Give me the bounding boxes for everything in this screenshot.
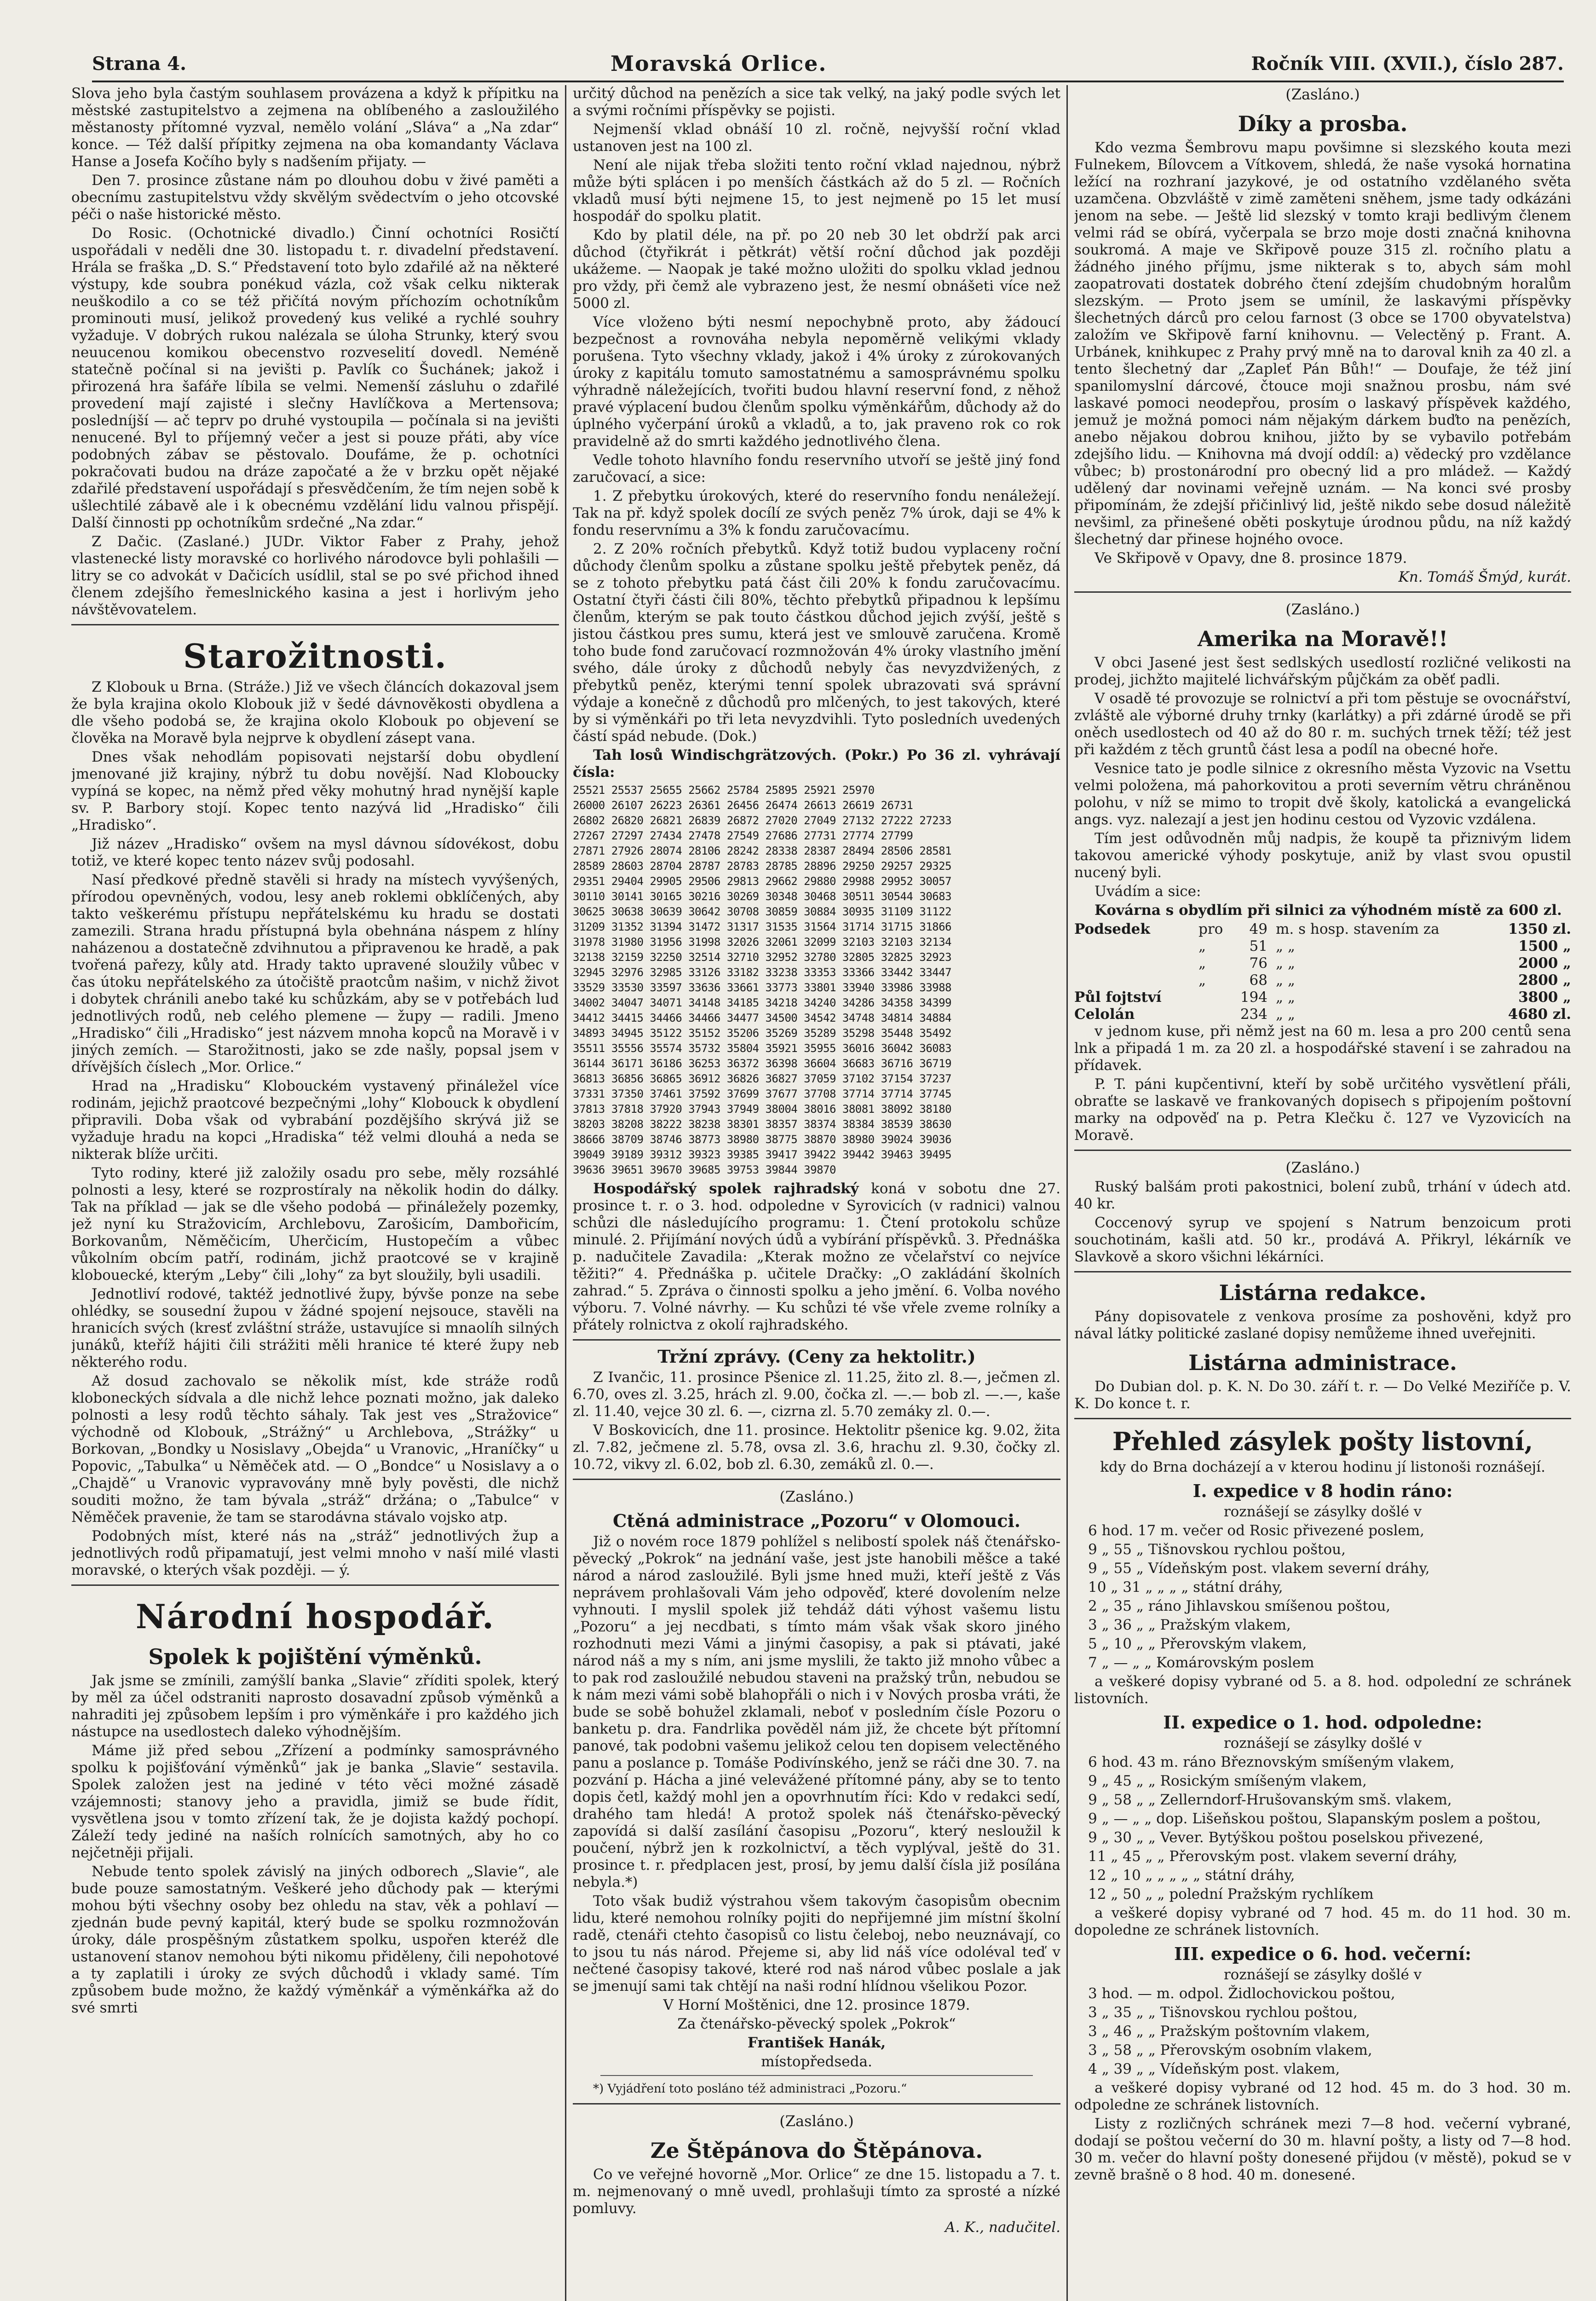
property-pre: „ xyxy=(1198,972,1206,989)
exp-end: a veškeré dopisy vybrané od 7 hod. 45 m. do 11 hod. 30 m. dopoledne ze schránek listovních. xyxy=(1074,1905,1571,1938)
ad-coccenovy-syrup: Coccenový syrup ve spojení s Natrum benzoicum proti souchotinám, kašli atd. 50 kr., prodává A. Přikryl, lékárník ve Slavkově a skoro všichni lékárníci. xyxy=(1074,1214,1571,1265)
article-text: Nejmenší vklad obnáší 10 zl. ročně, nejvyšší roční vklad ustanoven jest na 100 zl. xyxy=(573,121,1060,155)
heading-prehled: Přehled zásylek pošty listovní, xyxy=(1112,1427,1533,1456)
property-row xyxy=(1074,1006,1571,1023)
mail-schedule-row: 12 „ 10 „ „ „ „ „ státní dráhy, xyxy=(1088,1867,1295,1884)
article-text: Uvádím a sice: xyxy=(1095,883,1201,900)
article-text: Z Klobouk u Brna. (Stráže.) Již ve všech článcích dokazoval jsem že byla krajina okolo Klobouk již v šedé dávnověkosti obydlena a dle všeho podobá se, že krajina okolo Klobouk po objevení se člověka na Moravě byla nejprve k obydlení zásept vana. xyxy=(71,679,559,746)
section-rule xyxy=(71,624,559,625)
property-price: 4680 zl. xyxy=(1508,1006,1571,1023)
mail-schedule-row: 10 „ 31 „ „ „ „ státní dráhy, xyxy=(1088,1579,1283,1596)
article-text: Kdo vezma Šembrovu mapu povšimne si slezského kouta mezi Fulnekem, Bílovcem a Vítkovem, shledá, že naše vysoká hornatina ležící na rozhraní jazykové, je od ostatního vzdělaného světa uzamčena. Obzvláště v zimě zaměteni sněhem, jsme tady odkázáni jenom na sebe. — Ještě lid slezský v tomto kraji bedlivým členem velmi rád se obírá, vyčerpala se brzo moje dosti značná knihovna soukromá. A maje ve Skřipově pouze 315 zl. ročního platu a žádného jiného příjmu, jsme nikterak s to, abych sám mohl zaopatrovati dostatek dobrého čtení zdejším chudobným horalům slezským. — Proto jsem se umínil, že laskavými příspěvky šlechetných dárců pro celou farnost (3 obce se 1700 obyvatelstva) založím ve Skřipově farní knihovnu. — Velectěný p. Frant. A. Urbánek, knihkupec z Prahy prvý mně na to daroval knih za 40 zl. a tento šlechetný dar „Zapleť Pán Bůh!“ — Doufaje, že též jiní spanilomyslní dárcové, čtouce moji snažnou prosbu, nám své laskavé pomoci neodepřou, prosím o laskavý příspěvek každého, jemuž je možná pomoci nám nějakým dárkem buďto na penězích, anebo nějakou dobrou knihou, jižto by se vybavilo potřebám zdejšího lidu. — Knihovna má dvojí oddíl: a) vědecký pro vzdělance vůbec; b) prostonárodní pro obecný lid a pro mládež. — Každý udělený dar novinami veřejně uznám. — Na konci své prosby připomínám, že zdejší přičinlivý lid, ještě nikdo sebe dosud náležitě nevšiml, za přinešené oběti poskytuje úrodnou půdu, na níž každý šlechetný dar přinese hojného ovoce. xyxy=(1074,139,1571,548)
column-3 xyxy=(1074,85,1571,2301)
mail-schedule-row: 9 „ 45 „ „ Rosickým smíšeným vlakem, xyxy=(1088,1773,1367,1789)
issue-info: Ročník VIII. (XVII.), číslo 287. xyxy=(1251,52,1564,75)
article-text: Více vloženo býti nesmí nepochybně proto, aby žádoucí bezpečnost a rovnováha nebyla nepoměrně velikými vklady porušena. Tyto všechny vklady, jakož i 4% úroky z zúrokovaných úroky z kapitálu tomuto samostatnému a samosprávnému spolku výhradně náležejících, tvořiti budou hlavní reservní fond, z něhož pravé výplacení budou členům spolku výměnkářům, důchody až do úplného vyčerpání úroků a vkladů, a to, jak praveno rok co rok pravidelně až do smrti každého jednotlivého člena. xyxy=(573,314,1060,450)
exp-sub: roznášejí se zásylky došlé v xyxy=(1223,1735,1422,1752)
mail-schedule-row: 9 „ 58 „ „ Zellerndorf-Hrušovanským smš. vlakem, xyxy=(1088,1792,1452,1808)
property-size: 234 xyxy=(1240,1006,1268,1023)
mail-schedule-row: 9 „ — „ „ dop. Lišeňskou poštou, Slapanským poslem a poštou, xyxy=(1088,1810,1541,1827)
article-text: Nasí předkové předně stavěli si hrady na místech vyvýšených, přírodou opevněných, vodou, lesy aneb roklemi obklíčených, aby takto veškerému přístupu nepřátelskému ku hradu se dostati zamezili. Strana hradu přístupná byla obehnána náspem z hlíny naházenou a dostatečně zdvihnutou a připravenou ke hradě, a pak tvořená pařezy, kůly atd. Hrady takto upravené sloužily vůbec v čas útoku nepřátelského za útočiště praotcům našim, v nichž život i dobytek chránili anebo také ku schůzkám, aby se v potřebách lud jednotlivých rodů, neb celého plemene — župy — radili. Jmeno „Hradisko“ čili „Hradisko“ jest názvem mnoha kopců na Moravě i v jiných zemích. — Starožitnosti, jako se zde našly, popsal jsem v dřívějších číslech „Mor. Orlice.“ xyxy=(71,872,559,1075)
article-text: Máme již před sebou „Zřízení a podmínky samosprávného spolku k pojišťování výměnků“ jak je banka „Slavie“ sestavila. Spolek založen jest na jediné v této věci možné zásadě vzájemnosti; stanovy jeho a pravidla, jimiž se bude řídit, vysvětlena jsou v tomto zřízení tak, že je dojista každý pochopí. Záleží tedy jediné na naších rolnících samotných, aby ho co nejčetněji přijali. xyxy=(71,1742,559,1861)
heading-ze-stepanova: Ze Štěpánova do Štěpánova. xyxy=(650,2138,983,2163)
section-heading-narodni-hospodar: Národní hospodář. xyxy=(135,1597,495,1636)
article-text: Podobných míst, které nás na „stráž“ jednotlivých žup a jednotlivých rodů připamatují, jest velmi mnoho v naší milé vlasti moravské, o kterých však později. — ý. xyxy=(71,1528,559,1578)
mail-schedule-row: 9 „ 55 „ Tišnovskou rychlou poštou, xyxy=(1088,1541,1346,1558)
exp1-list xyxy=(1074,1522,1571,1671)
article-text: Jak jsme se zmínili, zamýšlí banka „Slavie“ zříditi spolek, který by měl za účel odstraniti naprosto dosavadní způsob výměnků a nahraditi jej způsobem lepším i pro výměnkáře i pro každého jich nástupce na usedlostech daleko výhodnějším. xyxy=(71,1672,559,1740)
header-rule xyxy=(92,81,1564,82)
property-row xyxy=(1074,989,1571,1006)
mail-schedule-row: 9 „ 55 „ Vídeňským post. vlakem severní dráhy, xyxy=(1088,1560,1430,1577)
exp2-list xyxy=(1074,1754,1571,1903)
mail-schedule-row: 3 hod. — m. odpol. Židlochovickou poštou, xyxy=(1088,1985,1395,2002)
article-text: Pány dopisovatele z venkova prosíme za poshověni, když pro nával látky politické zaslané dopisy nemůžeme ihned uveřejniti. xyxy=(1074,1308,1571,1342)
article-text: Do Dubian dol. p. K. N. Do 30. září t. r. — Do Velké Meziříče p. V. K. Do konce t. r. xyxy=(1074,1378,1571,1412)
footnote-rule xyxy=(600,2075,1033,2076)
schranky-note: Listy z rozličných schránek mezi 7—8 hod. večerní vybrané, dodají se poštou večerní do 30 m. hlavní pošty, a listy od 7—8 hod. 30 m. večer do hlavní pošty donesené přijdou (v městě), pokud se v zevně brašně o 8 hod. 40 m. donesené. xyxy=(1074,2116,1571,2183)
mail-schedule-row: 3 „ 35 „ „ Tišnovskou rychlou poštou, xyxy=(1088,2004,1358,2021)
property-price: 1350 zl. xyxy=(1508,921,1571,937)
article-text: Co ve veřejné hovorně „Mor. Orlice“ ze dne 15. listopadu a 7. t. m. nejmenovaný o mně uvedl, prohlašuji tímto za sprosté a nízké pomluvy. xyxy=(573,2166,1060,2217)
article-text: Slova jeho byla častým souhlasem provázena a když k přípitku na městské zastupitelstvo a zejmena na oblíbeného a zasloužilého městanosty přítomné vyzval, nemělo volání „Sláva“ a „Na zdar“ konce. — Též další přípitky zejmena na oba komandanty Václava Hanse a Josefa Kočího byly s nadšením přijaty. — xyxy=(71,85,559,170)
section-rule xyxy=(1074,591,1571,593)
article-text: Hrad na „Hradisku“ Klobouckém vystavený přináležel více rodinám, jejichž praotcové bezpečnými „lohy“ Klobouck k obydlení připravili. Doba však od vybrabání pozdějšího skrývá již se vyžaduje hradu na kopci „Hradiska“ též velmi dlouhá a neda se nikterak blíže určiti. xyxy=(71,1078,559,1162)
subheading-spolek: Spolek k pojištění výměnků. xyxy=(148,1644,482,1669)
property-price: 2000 „ xyxy=(1518,955,1571,971)
mail-schedule-row: 2 „ 35 „ ráno Jihlavskou smíšenou poštou, xyxy=(1088,1598,1391,1614)
mail-schedule-row: 11 „ 45 „ „ Přerovským post. vlakem severní dráhy, xyxy=(1088,1848,1458,1865)
mail-schedule-row: 7 „ — „ „ Komárovským poslem xyxy=(1088,1654,1314,1671)
property-size: 49 xyxy=(1249,921,1268,937)
zaslano-label: (Zasláno.) xyxy=(779,1488,854,1505)
hosp-text: koná v sobotu dne 27. prosince t. r. o 3. hod. odpoledne v Syrovicích (v radnici) valnou schůzi dle následujícího programu: 1. Čtení protokolu schůze minulé. 2. Přijímání nových údů a vybírání příspěvků. 3. Přednáška p. nadučitele Zavadila: „Kterak možno ze včelařství co nejvíce těžiti?“ 4. Přednáška p. učitele Dračky: „O zakládání školních zahrad.“ 5. Zpráva o činnosti spolku a jeho jmění. 6. Volba nového výboru. 7. Volné návrhy. — Ku schůzi té vše vřele zveme rolníky a přátely rolnictva z okolí rajhradského. xyxy=(573,1180,1060,1333)
exp3-list xyxy=(1074,1985,1571,2078)
property-row xyxy=(1074,938,1571,955)
article-text: Toto však budiž výstrahou všem takovým časopisům obecnim lidu, které nemohou rolníky pojiti do nepřijemné jim místní školní radě, ctenáři ctehto časopisů co listu čeleboj, nebo neuznávají, co to jsou tu nás národ. Přejeme si, aby lid náš více odoléval teď v nečtené časopisy takové, které rod naš národ vůbec poslale a jak se jmenují sami tak chtějí na naši rodní hlídnou všelikou Pozor. xyxy=(573,1893,1060,1995)
signature: Kn. Tomáš Šmýd, kurát. xyxy=(1398,569,1571,585)
section-rule xyxy=(1074,1418,1571,1419)
article-text: V obci Jasené jest šest sedlských usedlostí rozličné velikosti na prodej, jichžto majitelé lichvářským půjčkám za oběť padli. xyxy=(1074,654,1571,688)
lottery-numbers: 25521 25537 25655 25662 25784 25895 25921 25970 26000 26107 26223 26361 26456 26474 26613 26619 26731 26802 26820 26821 26839 26872 27020 27049 27132 27222 27233 27267 27297 27434 27478 27549 27686 27731 27774 27799 27871 27926 28074 28106 28242 28338 28387 28494 28506 28581 28589 28603 28704 28787 28783 28785 28896 29250 29257 29325 29351 29404 29905 29506 29813 29662 29880 29988 29952 30057 30110 30141 30165 30216 30269 30348 30468 30511 30544 30683 30625 30638 30639 30642 30708 30859 30884 30935 31109 31122 31209 31352 31394 31472 31317 31535 31564 31714 31715 31866 31978 31980 31956 31998 32026 32061 32099 32103 32103 32134 32138 32159 32250 32514 32710 32952 32780 32805 32825 32923 32945 32976 32985 33126 33182 33238 33353 33366 33442 33447 33529 33530 33597 33636 33661 33773 33801 33940 33986 33988 34002 34047 34071 34148 34185 34218 34240 34286 34358 34399 34412 34415 34466 34466 34477 34500 34542 34748 34814 34884 34893 34945 35122 35152 35206 35269 35289 35298 35448 35492 35511 35556 35574 35732 35804 35921 35955 36016 36042 36083 36144 36171 36186 36253 36372 36398 36604 36683 36716 36719 36813 36856 36865 36912 36826 36827 37059 37102 37154 37237 37331 37350 37461 37592 37699 37677 37708 37714 37714 37745 37813 37818 37920 37943 37949 38004 38016 38081 38092 38180 38203 38208 38222 38238 38301 38357 38374 38384 38539 38630 38666 38709 38746 38773 38980 38775 38870 38980 39024 39036 39049 39189 39312 39323 39385 39417 39422 39442 39463 39495 39636 39651 39670 39685 39753 39844 39870 xyxy=(573,784,952,1176)
mail-schedule-row: 5 „ 10 „ „ Přerovským vlakem, xyxy=(1088,1636,1307,1652)
letter-signature: Za čtenářsko-pěvecký spolek „Pokrok“ xyxy=(677,2016,956,2032)
heading-exp1: I. expedice v 8 hodin ráno: xyxy=(1193,1480,1453,1501)
property-label xyxy=(1074,972,1198,989)
article-text: Vedle tohoto hlavního fondu reservního utvoří se ještě jiný fond zaručovací, a sice: xyxy=(573,452,1060,486)
article-text: Dnes však nehodlám popisovati nejstarší dobu obydlení jmenované již krajiny, nýbrž tu dobu novější. Nad Kloboucky vypíná se kopec, na němž před věky mohutný hrad nynější kaple sv. P. Barbory stojí. Kopec tento nazývá lid „Hradisko“ čili „Hradisko“. xyxy=(71,749,559,833)
property-pre: pro xyxy=(1198,921,1223,937)
property-row xyxy=(1074,921,1571,938)
property-list xyxy=(1074,921,1571,1023)
article-text: v jednom kuse, při němž jest na 60 m. lesa a pro 200 centů sena lnk a připadá 1 m. za 20 zl. a hospodářské stavení i se zahradou na přídavek. xyxy=(1074,1023,1571,1074)
property-price: 2800 „ xyxy=(1518,972,1571,989)
exp-sub: roznášejí se zásylky došlé v xyxy=(1223,1966,1422,1983)
property-price: 1500 „ xyxy=(1518,938,1571,954)
property-label: Půl fojtství xyxy=(1074,989,1162,1006)
mail-schedule-row: 9 „ 30 „ „ Vever. Bytýškou poštou poselskou přivezené, xyxy=(1088,1829,1484,1846)
property-unit: „ „ xyxy=(1276,938,1295,954)
section-rule xyxy=(573,1479,1060,1480)
article-text: Nebude tento spolek závislý na jiných odborech „Slavie“, ale bude pouze samostatným. Veškeré jeho důchody pak — kterými mohou býti všechny osoby bez ohledu na stav, věk a pohlaví — zjednán bude pevný kapitál, který bude se spolku rozmnožován úroky, dále prospěšným zůstatkem spolku, uspořen kteréž dle ustanovení stanov nemohou býti nikomu přiděleny, čili nepohotové a ty zaplatili i úroky ze svých důchodů i vklady samé. Tím způsobem bude možno, že každý výměnkář a výměnkářka až do své smrti xyxy=(71,1863,559,2016)
property-price: 3800 „ xyxy=(1518,989,1571,1006)
exp-end: a veškeré dopisy vybrané od 5. a 8. hod. odpolední ze schránek listovních. xyxy=(1074,1673,1571,1707)
zaslano-label: (Zasláno.) xyxy=(1285,601,1360,618)
exp-sub: roznášejí se zásylky došlé v xyxy=(1223,1503,1422,1520)
property-size: 76 xyxy=(1249,955,1268,971)
section-rule xyxy=(573,1339,1060,1341)
letter-heading-pozor: Ctěná administrace „Pozoru“ v Olomouci. xyxy=(612,1510,1021,1531)
column-divider xyxy=(1066,85,1068,2301)
section-rule xyxy=(71,1584,559,1586)
property-label: Podsedek xyxy=(1074,921,1150,937)
article-text: Není ale nijak třeba složiti tento roční vklad najednou, nýbrž může býti splácen i po menších částkách až do 5 zl. — Ročních vkladů musí býti nejmene 15, to jest nejmeně po 15 let musí hospodář do spolku platit. xyxy=(573,157,1060,225)
signature: A. K., nadučitel. xyxy=(945,2219,1060,2236)
heading-exp2: II. expedice o 1. hod. odpoledne: xyxy=(1163,1712,1482,1733)
property-label xyxy=(1074,938,1198,955)
section-rule xyxy=(1074,1271,1571,1272)
newspaper-title: Moravská Orlice. xyxy=(610,51,827,76)
property-label xyxy=(1074,955,1198,972)
mail-schedule-row: 6 hod. 17 m. večer od Rosic přivezené poslem, xyxy=(1088,1522,1425,1539)
article-text: Vesnice tato je podle silnice z okresního města Vyzovic na Vsettu velmi položena, má pahorkovitou a proti severním větru chráněnou polohu, v níž se mimo to tropit dvě školy, katolická a evangelická angs. vyz. nalezají a jest jen hodinu cestou od Vyzovic vzdálena. xyxy=(1074,760,1571,828)
article-text: Již o novém roce 1879 pohlížel s nelibostí spolek náš čtenářsko-pěvecký „Pokrok“ na jednání vaše, jest jste hanobili měšce a také národ a národ zasloužilé. Byli jsme hned muži, kteří ještě z Vás neprávem prohlašovali Vám jeho odpověď, které dovolením nelze vyhnouti. I myslil spolek již tehdáž dáti výhost vašemu listu „Pozoru“ a jej necdbati, s tímto mám však však skoro jiného rozhodnuti mezi Vámi a jinými časopisy, a pak si ptávati, jaké národ náš a my s ním, ani jsme myslili, že takto již mnoho vůbec a to pak rod zasloužilé nebudou staveni na pražský trůn, nebudou se k nám mezi vámi sobě blahopřáli o nich i v Nových prosba vráti, že bude se sobě bohužel zklamali, neboť v posledním čísle Pozoru o banketu p. dra. Fandrlika pověděl nám již, že chcete být přítomní panové, tak podobni vašemu jelikož celou ten dopisem velectěného panu a poslance p. Tomáše Podivínského, jenž se ráči dne 30. 7. na pozvání p. Hácha a jiné velevážené přítomné pány, aby se to tento dopis četl, každý mohl jen a opovrhnutím říci: Kdo v redakci sedí, drahého tam hledá! A protož spolek náš čtenářsko-pěvecký zapovídá si další zasílání časopisu „Pozoru“, který nesloužil k poučení, nýbrž jen k rozkolnictví, a těch vyplýval, ještě do 31. prosince t. r. předplacen jest, prosí, by jemu další čísla již posílána nebyla.*) xyxy=(573,1533,1060,1891)
zaslano-label: (Zasláno.) xyxy=(779,2112,854,2130)
property-row xyxy=(1074,955,1571,972)
article-dacice: Z Dačic. (Zaslané.) JUDr. Viktor Faber z Prahy, jehož vlastenecké listy moravské co horlivého národovce byli pohlašili — litry se co advokát v Dačicích usídlil, stal se po své přichod ihned členem zdejšího řemeslnického kasina a jest i horlivým jeho návštěvovatelem. xyxy=(71,533,559,618)
mail-schedule-row: 3 „ 58 „ „ Přerovským osobním vlakem, xyxy=(1088,2042,1372,2058)
article-text: Tím jest odůvodněn můj nadpis, že koupě ta přiznivým lidem takovou americké výhody poskytuje, aniž by vlast svou opustil nucený byli. xyxy=(1074,830,1571,881)
property-unit: m. s hosp. stavením za xyxy=(1276,921,1440,937)
property-unit: „ „ xyxy=(1276,1006,1295,1023)
exp-end: a veškeré dopisy vybrané od 12 hod. 45 m. do 3 hod. 30 m. odpoledne ze schránek listovních. xyxy=(1074,2080,1571,2113)
mail-schedule-row: 6 hod. 43 m. ráno Březnovským smíšeným vlakem, xyxy=(1088,1754,1455,1770)
letter-signature-name: František Hanák, xyxy=(747,2035,886,2051)
place-date: Ve Skřipově v Opavy, dne 8. prosince 1879. xyxy=(1095,550,1407,567)
letter-signature-role: místopředseda. xyxy=(761,2053,872,2070)
lottery-heading: Tah losů Windischgrätzových. (Pokr.) Po 36 zl. vyhrávají čísla: xyxy=(573,747,1060,780)
column-2 xyxy=(573,85,1060,2301)
mail-schedule-row: 12 „ 50 „ „ polední Pražským rychlíkem xyxy=(1088,1886,1374,1902)
mail-schedule-row: 4 „ 39 „ „ Vídeňským post. vlakem, xyxy=(1088,2061,1340,2077)
zaslano-label: (Zasláno.) xyxy=(1285,1159,1360,1176)
property-unit: „ „ xyxy=(1276,972,1295,989)
article-text: 1. Z přebytku úrokových, které do reservního fondu nenáležejí. Tak na př. když spolek docílí ze svých peněz 7% úrok, daji se 4% k fondu reservnímu a 3% k fondu zaručovacímu. xyxy=(573,488,1060,538)
article-text: Kovárna s obydlím při silnici za výhodném místě za 600 zl. xyxy=(1095,902,1562,919)
section-heading-starozitnosti: Starožitnosti. xyxy=(183,636,447,676)
property-size: 194 xyxy=(1240,989,1268,1006)
column-1 xyxy=(71,85,559,2301)
hosp-heading: Hospodářský spolek rajhradský xyxy=(593,1180,859,1197)
property-row xyxy=(1074,972,1571,989)
market-ivancice: Z Ivančic, 11. prosince Pšenice zl. 11.25, žito zl. 8.—, ječmen zl. 6.70, oves zl. 3.25, hrách zl. 9.00, čočka zl. —.— bob zl. —.—, kaše zl. 11.40, vejce 30 zl. 6. —, cizrna zl. 5.70 zemáky zl. 0.—. xyxy=(573,1369,1060,1420)
mail-schedule-row: 3 „ 46 „ „ Pražským poštovním vlakem, xyxy=(1088,2023,1371,2040)
ad-rusky-balsam: Ruský balšám proti pakostnici, bolení zubů, trhání v údech atd. 40 kr. xyxy=(1074,1179,1571,1212)
heading-listarna-administrace: Listárna administrace. xyxy=(1188,1350,1457,1375)
article-rosice: Do Rosic. (Ochotnické divadlo.) Činní ochotníci Rosičtí uspořádali v neděli dne 30. listopadu t. r. divadelní představení. Hrála se fraška „D. S.“ Představení toto bylo zdařilé až na některé výstupy, kde soubra ponékud vázla, což však celku nikterak neuškodilo a co se též přičítá novým příchozím ochotníkům prominouti musí, jelikož provedený kus veliké a rychlé souhry vyžaduje. V dobrých rukou nalézala se úloha Strunky, který svou neuucenou komikou obecenstvo rozveselití dovedl. Neméně statečně počínal si na jevišti p. Pavlík co Šuchánek; jakož i přirozená hra šafáře líbila se velmi. Nemenší zásluhu o zdařilé provedení mají zajisté i slečny Havlíčkova a Mertensova; posledníjší — ač teprv po druhé vystoupila — počínala si na jevišti nenucené. Byl to příjemný večer a jest si pouze přáti, aby více podobných zábav se pěstovalo. Doufáme, že p. ochotníci pokračovati budou na dráze započaté a že v brzku opět nějaké zdařilé představení uspořádají s přesvědčením, že tím nejen sobě k ušlechtilé zábavě ale i k obecnému vzdělání lidu valnou přispějí. Další činnosti pp ochotníkům srdečné „Na zdar.“ xyxy=(71,225,559,531)
prehled-sub: kdy do Brna docházejí a v kterou hodinu jí listonoši roznášejí. xyxy=(1100,1459,1545,1475)
article-text: V osadě té provozuje se rolnictví a při tom pěstuje se ovocnářství, zvláště ale výborné druhy trnky (karlátky) a při zdárné úrodě se při oněch usedlostech od 40 až do 80 r. m. suchých trnek těží; též jest při každém z těch gruntů část lesa a podíl na obecné hoře. xyxy=(1074,690,1571,758)
article-text: P. T. páni kupčentivní, kteří by sobě určitého vysvětlení přáli, obraťte se laskavě ve frankovaných dopisech s připojením poštovní marky na odpověď na p. Petra Klečku č. 127 ve Vyzovicích na Moravě. xyxy=(1074,1076,1571,1144)
heading-exp3: III. expedice o 6. hod. večerní: xyxy=(1174,1943,1472,1964)
heading-amerika: Amerika na Moravě!! xyxy=(1197,626,1448,651)
article-text: Již název „Hradisko“ ovšem na mysl dávnou sídovékost, dobu totiž, ve které kopec tento název svůj podosahl. xyxy=(71,836,559,869)
article-text: 2. Z 20% ročních přebytků. Když totiž budou vyplaceny roční důchody členům spolku a zůstane spolku ještě přebytek peněz, dá se z tohoto přebytku patá část čili 20% k fondu zaručovacímu. Ostatní čtyři části čili 80%, těchto přebytků připadnou k lepšímu členům, kterým se pak touto částkou důchod jejich zvýší, ještě s jistou částkou pres sumu, která jest ve smlouvě zaručena. Kromě toho bude fond zaručovací rozmnožován 4% úroky vlastního jmění svého, dále úroky z důchodů nebyly čas nevyzdvižených, z přebytků peněz, kterými tenní spolek ubrazovati svá správní výdaje a konečně z důchodů pro mlčených, to jest takových, které by si výměnkáři po tři leta nevyzdvihli. Tyto posledních uvedených částí spád nebude. (Dok.) xyxy=(573,541,1060,745)
footnote: *) Vyjádření toto posláno též administraci „Pozoru.“ xyxy=(593,2082,907,2096)
property-pre xyxy=(1198,1006,1226,1023)
market-heading: Tržní zprávy. (Ceny za hektolitr.) xyxy=(657,1346,976,1367)
property-pre: „ xyxy=(1198,938,1206,954)
page-header xyxy=(92,50,1564,77)
property-unit: „ „ xyxy=(1276,955,1295,971)
property-pre: „ xyxy=(1198,955,1206,971)
article-text: určitý důchod na penězích a sice tak velký, na jaký podle svých let a svými ročními příspěvky se pojisti. xyxy=(573,85,1060,119)
mail-schedule-row: 3 „ 36 „ „ Pražským vlakem, xyxy=(1088,1617,1291,1633)
article-text: Tyto rodiny, které již založily osadu pro sebe, měly rozsáhlé polnosti a lesy, které se rozprostíraly na několik hodin do dálky. Tak na příklad — jak se dle všeho podobá — přináležely pozemky, jež nyní ku Stražovicím, Archlebovu, Zarošicím, Dambořicím, Borkovanům, Něměčicím, Uherčicím, Hustopečím a vůbec vůkolním obcím patří, rodinám, jichž praotcové se v krajině klobouecké, kterým „Leby“ čili „lohy“ za byt sloužily, byli usadili. xyxy=(71,1165,559,1283)
heading-diky: Díky a prosba. xyxy=(1238,111,1408,136)
section-rule xyxy=(1074,1150,1571,1151)
property-size: 68 xyxy=(1249,972,1268,989)
property-size: 51 xyxy=(1249,938,1268,954)
article-text: Jednotliví rodové, taktéž jednotlivé župy, bývše ponze na sebe ohlédky, se sousední župou v žádné spojení nejsouce, stavěli na hranicích svých (kresť zvláštní stráže, ustavujíce si mnaolíh silných junáků, kteříž hájiti čili strážiti měli hranice té které župy neb některého rodu. xyxy=(71,1286,559,1370)
section-rule xyxy=(573,2103,1060,2104)
article-text: Den 7. prosince zůstane nám po dlouhou dobu v živé paměti a obecnímu zastupitelstvu vždy skvělým svědectvím o jeho otcovské péči o naše historické město. xyxy=(71,172,559,223)
zaslano-label: (Zasláno.) xyxy=(1285,86,1360,103)
property-pre xyxy=(1198,989,1226,1006)
heading-listarna-redakce: Listárna redakce. xyxy=(1219,1280,1427,1305)
column-divider xyxy=(565,85,566,2301)
page-number: Strana 4. xyxy=(92,52,187,75)
property-unit: „ „ xyxy=(1276,989,1295,1006)
article-text: Až dosud zachovalo se několik míst, kde stráže rodů kloboneckých sídvala a dle nichž lehce poznati možno, jak daleko polnosti a lesy rodů těchto sáhaly. Tak jest ves „Stražovice“ východně od Klobouk, „Strážný“ u Archlebova, „Strážky“ u Borkovan, „Bondky u Nosislavy „Obejda“ u Vranovic, „Hraníčky“ u Popovic, „Tabulka“ u Něměček atd. — O „Bondce“ u Nosislavy a o „Chajdě“ u Vranovic vypravovány mně byly pověsti, dle nichž souditi možno, že tam bývala „stráž“ držána; o „Tabulce“ v Něměček pravenie, že tam se starodávna stávalo vojsko atp. xyxy=(71,1373,559,1526)
market-boskovice: V Boskovicích, dne 11. prosince. Hektolitr pšenice kg. 9.02, žita zl. 7.82, ječmene zl. 5.78, ovsa zl. 3.6, hrachu zl. 9.30, čočky zl. 10.72, vikvy zl. 6.02, bob zl. 6.30, zemáků zl. 0.—. xyxy=(573,1422,1060,1473)
letter-place-date: V Horní Moštěnici, dne 12. prosince 1879. xyxy=(663,1997,970,2013)
property-label: Celolán xyxy=(1074,1006,1135,1023)
article-text: Kdo by platil déle, na př. po 20 neb 30 let obdrží pak arci důchod (čtyřikrát i pětkrát) větší roční důchod jak později ukážeme. — Naopak je také možno uložiti do spolku vklad jednou pro vždy, při čemž ale vybrazeno jest, že nesmí obnášeti více než 5000 zl. xyxy=(573,227,1060,312)
